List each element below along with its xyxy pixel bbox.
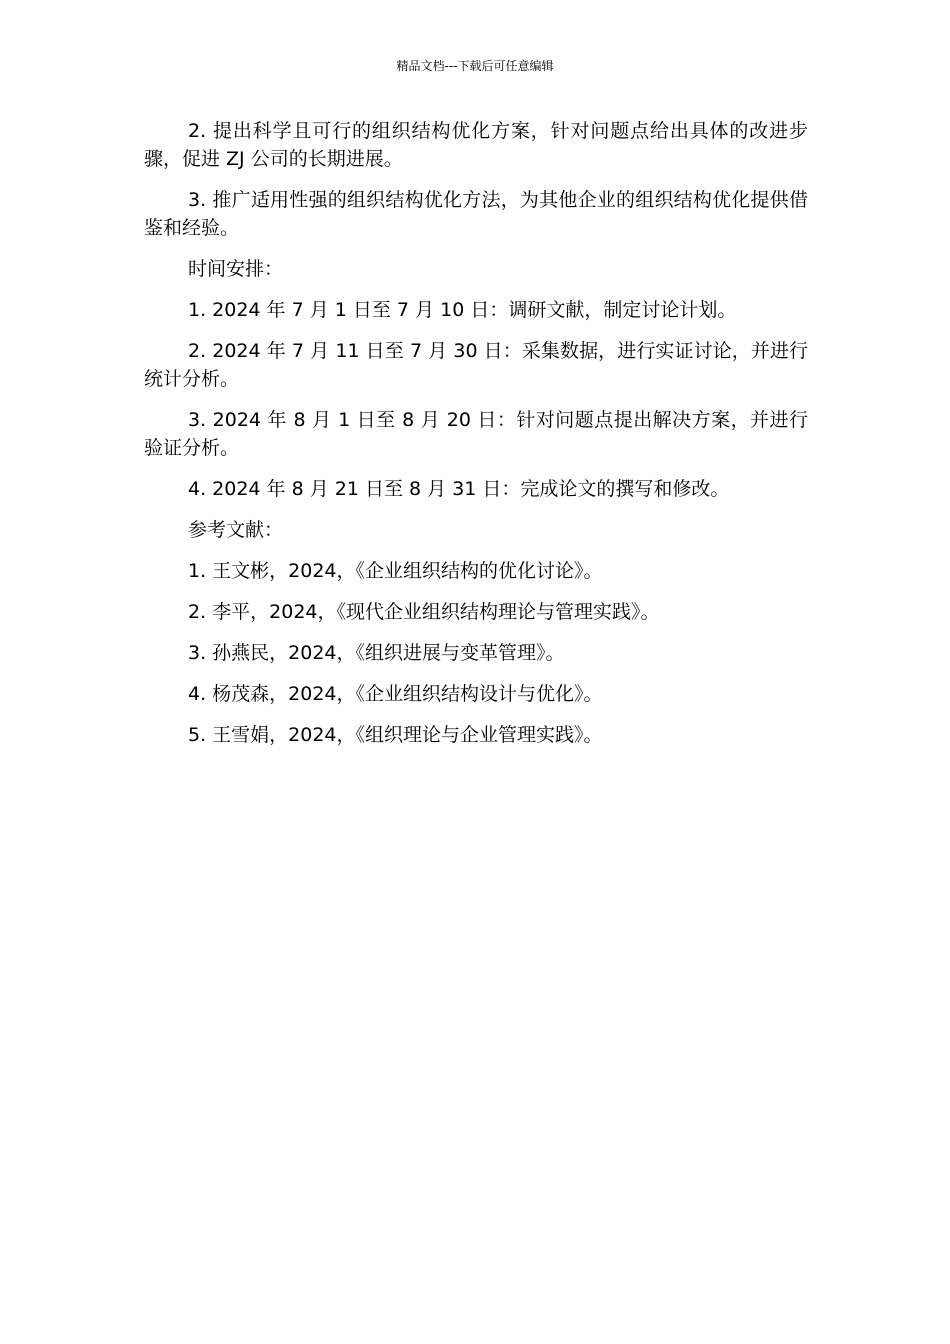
objective-item-3: 3. 推广适用性强的组织结构优化方法，为其他企业的组织结构优化提供借鉴和经验。 bbox=[144, 189, 808, 239]
schedule-item-1: 1. 2024 年 7 月 1 日至 7 月 10 日：调研文献，制定讨论计划。 bbox=[188, 299, 737, 321]
page-header: 精品文档---下载后可任意编辑 bbox=[396, 59, 554, 73]
reference-item-5: 5. 王雪娟，2024，《组织理论与企业管理实践》。 bbox=[188, 724, 603, 746]
reference-item-2: 2. 李平，2024，《现代企业组织结构理论与管理实践》。 bbox=[188, 601, 660, 623]
reference-item-4: 4. 杨茂森，2024，《企业组织结构设计与优化》。 bbox=[188, 683, 603, 705]
schedule-item-3: 3. 2024 年 8 月 1 日至 8 月 20 日：针对问题点提出解决方案，并进行验证分析。 bbox=[144, 409, 808, 459]
schedule-item-2: 2. 2024 年 7 月 11 日至 7 月 30 日：采集数据，进行实证讨论，并进行统计分析。 bbox=[144, 340, 808, 390]
references-heading: 参考文献： bbox=[188, 519, 284, 541]
reference-item-3: 3. 孙燕民，2024，《组织进展与变革管理》。 bbox=[188, 642, 565, 664]
schedule-item-4: 4. 2024 年 8 月 21 日至 8 月 31 日：完成论文的撰写和修改。 bbox=[188, 478, 730, 500]
document-body bbox=[144, 117, 808, 762]
reference-item-1: 1. 王文彬，2024，《企业组织结构的优化讨论》。 bbox=[188, 560, 603, 582]
objective-item-2: 2. 提出科学且可行的组织结构优化方案，针对问题点给出具体的改进步骤，促进 ZJ 公司的长期进展。 bbox=[144, 120, 808, 170]
schedule-heading: 时间安排： bbox=[188, 258, 284, 280]
